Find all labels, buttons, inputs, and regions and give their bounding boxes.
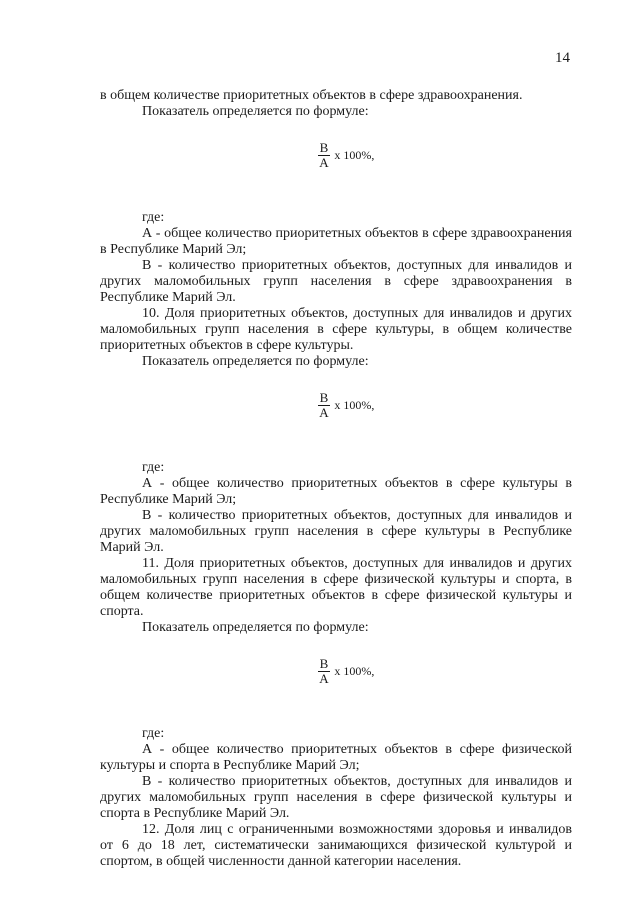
fraction-denominator: A <box>319 154 329 170</box>
paragraph: 11. Доля приоритетных объектов, доступных для инвалидов и других маломобильных групп населения в сфере физической культуры и спорта, в общем количестве приоритетных объектов в сфере физической культуры и спорта. <box>100 556 572 619</box>
fraction <box>318 657 331 686</box>
paragraph: в общем количестве приоритетных объектов в сфере здравоохранения. <box>100 88 523 103</box>
paragraph: А - общее количество приоритетных объектов в сфере здравоохранения в Республике Марий Эл; <box>100 226 572 257</box>
paragraph: В - количество приоритетных объектов, доступных для инвалидов и других маломобильных групп населения в сфере физической культуры и спорта в Республике Марий Эл. <box>100 774 572 821</box>
formula <box>100 386 572 424</box>
formula-multiplier: x 100%, <box>334 664 375 678</box>
fraction-numerator: B <box>319 655 329 671</box>
paragraph: А - общее количество приоритетных объектов в сфере физической культуры и спорта в Республике Марий Эл; <box>100 742 572 773</box>
paragraph: А - общее количество приоритетных объектов в сфере культуры в Республике Марий Эл; <box>100 476 572 507</box>
paragraph: где: <box>142 210 165 225</box>
formula-multiplier: x 100%, <box>334 148 375 162</box>
fraction-numerator: B <box>319 389 329 405</box>
formula <box>100 652 572 690</box>
paragraph: где: <box>142 460 165 475</box>
paragraph: В - количество приоритетных объектов, доступных для инвалидов и других маломобильных групп населения в сфере культуры в Республике Марий Эл. <box>100 508 572 555</box>
paragraph: Показатель определяется по формуле: <box>142 354 369 369</box>
formula-multiplier: x 100%, <box>334 398 375 412</box>
fraction-denominator: A <box>319 404 329 420</box>
fraction <box>318 391 331 420</box>
fraction-denominator: A <box>319 670 329 686</box>
formula <box>100 136 572 174</box>
document-body <box>100 88 572 870</box>
page-number: 14 <box>555 50 570 66</box>
paragraph: Показатель определяется по формуле: <box>142 620 369 635</box>
fraction <box>318 141 331 170</box>
paragraph: 10. Доля приоритетных объектов, доступных для инвалидов и других маломобильных групп населения в сфере культуры, в общем количестве приоритетных объектов в сфере культуры. <box>100 306 572 353</box>
fraction-numerator: B <box>319 139 329 155</box>
paragraph: Показатель определяется по формуле: <box>142 104 369 119</box>
paragraph: 12. Доля лиц с ограниченными возможностями здоровья и инвалидов от 6 до 18 лет, систематически занимающихся физической культурой и спортом, в общей численности данной категории населения. <box>100 822 572 869</box>
paragraph: где: <box>142 726 165 741</box>
paragraph: В - количество приоритетных объектов, доступных для инвалидов и других маломобильных групп населения в сфере здравоохранения в Республике Марий Эл. <box>100 258 572 305</box>
